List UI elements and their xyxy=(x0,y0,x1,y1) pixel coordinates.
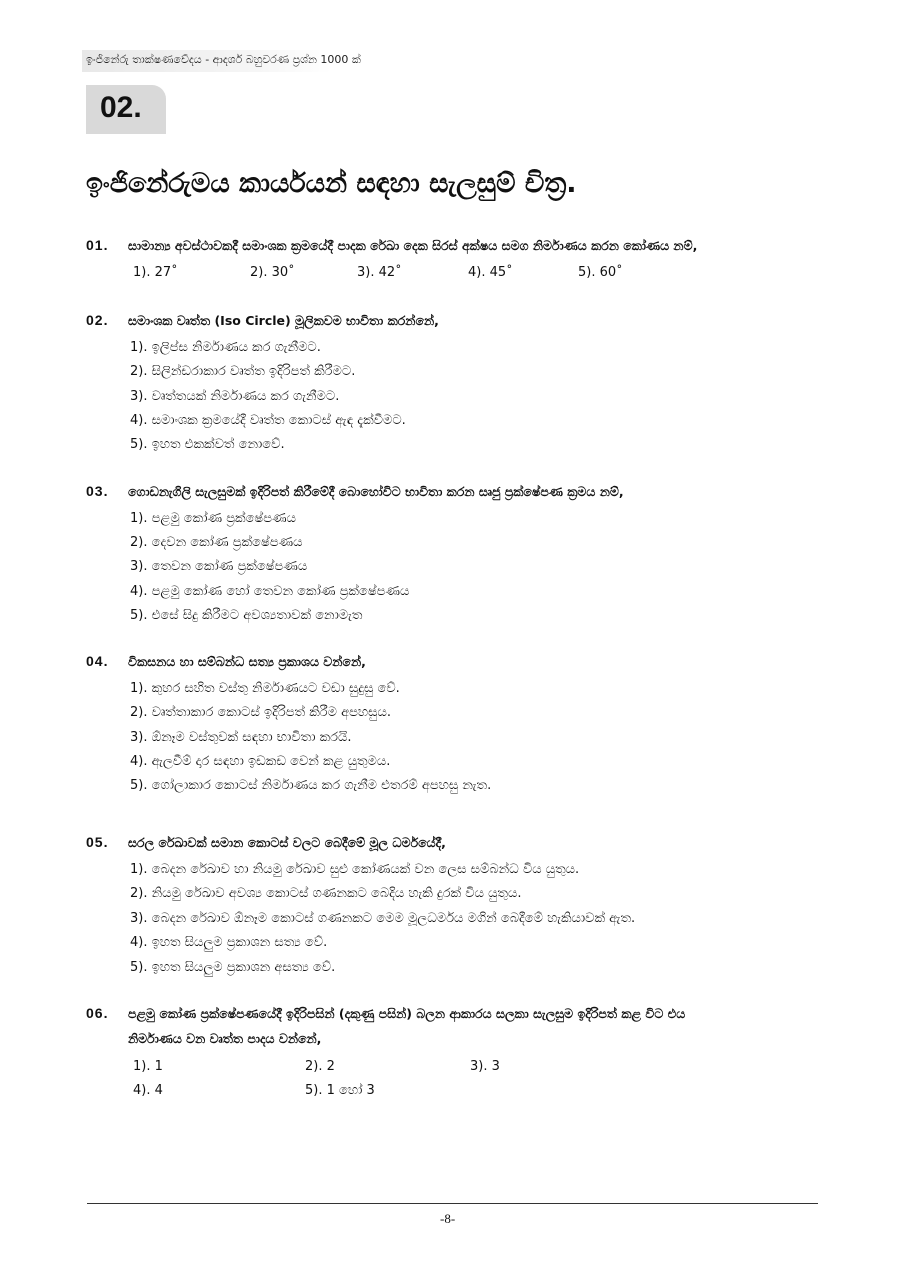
option: 3). තෙවන කෝණ ප්‍රක්ෂේපණය xyxy=(130,559,308,574)
question-text: පළමු කෝණ ප්‍රක්ෂේපණයේදී ඉදිරිපසින් (දකුණු පසින්) බලන ආකාරය සලකා සැලසුම ඉදිරිපත් කළ විට එය xyxy=(128,1006,686,1021)
option: 2). දෙවන කෝණ ප්‍රක්ෂේපණය xyxy=(130,535,303,550)
chapter-number-box xyxy=(86,85,166,134)
chapter-title: ඉංජිනේරුමය කාර්යයන් සඳහා සැලසුම් චිත්‍ර. xyxy=(86,168,577,199)
option: 4). 4 xyxy=(133,1083,163,1098)
option: 5). එසේ සිදු කිරීමට අවශ්‍යතාවක් නොමැත xyxy=(130,608,363,623)
footer-divider xyxy=(87,1203,818,1204)
option: 3). 42˚ xyxy=(357,265,402,280)
option: 4). ඇලවීම් දාර සඳහා ඉඩකඩ වෙන් කළ යුතුමය. xyxy=(130,754,391,769)
question-number: 01. xyxy=(86,237,109,253)
option: 2). සිලින්ඩරාකාර වෘත්ත ඉදිරිපත් කිරීමට. xyxy=(130,364,356,379)
question-number: 04. xyxy=(86,653,109,669)
option: 3). වෘත්තයක් නිර්මාණය කර ගැනීමට. xyxy=(130,389,340,404)
chapter-number: 02. xyxy=(100,91,142,124)
question-number: 05. xyxy=(86,834,109,850)
option: 1). කුහර සහිත වස්තු නිර්මාණයට වඩා සුදුසු වේ. xyxy=(130,681,400,696)
option: 4). පළමු කෝණ හෝ තෙවන කෝණ ප්‍රක්ෂේපණය xyxy=(130,584,410,599)
option: 2). 30˚ xyxy=(250,265,295,280)
option: 5). 60˚ xyxy=(578,265,623,280)
page-number: -8- xyxy=(440,1211,456,1226)
running-header xyxy=(82,50,361,72)
question-text: සාමාන්‍ය අවස්ථාවකදී සමාංශක ක්‍රමයේදී පාදක රේඛා දෙක සිරස් අක්ෂය සමග නිර්මාණය කරන කෝණය නම්, xyxy=(128,238,698,253)
option: 3). 3 xyxy=(470,1059,500,1074)
question-number: 02. xyxy=(86,312,109,328)
option: 5). ගෝලාකාර කොටස් නිර්මාණය කර ගැනීම එතරම් අපහසු නැත. xyxy=(130,778,492,793)
option: 3). ඕනෑම වස්තුවක් සඳහා භාවිතා කරයි. xyxy=(130,730,352,745)
option: 2). 2 xyxy=(305,1059,335,1074)
option: 4). ඉහත සියලුම ප්‍රකාශන සත්‍ය වේ. xyxy=(130,935,328,950)
option: 4). සමාංශක ක්‍රමයේදී වෘත්ත කොටස් ඇඳ දැක්වීමට. xyxy=(130,413,406,428)
question-number: 03. xyxy=(86,483,109,499)
question-text: සමාංශක වෘත්ත (Iso Circle) මූලිකවම භාවිතා කරන්නේ, xyxy=(128,313,439,328)
running-header-text: ඉංජිනේරු තාක්ෂණවේදය - ආදර්ශ බහුවරණ ප්‍රශ්න 1000 ක් xyxy=(86,53,361,66)
option: 2). වෘත්තාකාර කොටස් ඉදිරිපත් කිරීම අපහසුය. xyxy=(130,705,391,720)
option: 5). ඉහත සියලුම ප්‍රකාශන අසත්‍ය වේ. xyxy=(130,960,336,975)
option: 1). පළමු කෝණ ප්‍රක්ෂේපණය xyxy=(130,511,296,526)
option: 1). ඉලිප්ස නිර්මාණය කර ගැනීමට. xyxy=(130,340,321,355)
option: 1). බෙදන රේඛාව හා නියමු රේඛාව සුළු කෝණයක් වන ලෙස සම්බන්ධ විය යුතුය. xyxy=(130,862,580,877)
option: 5). ඉහත එකක්වත් නොවේ. xyxy=(130,437,285,452)
question-number: 06. xyxy=(86,1005,109,1021)
option: 3). බෙදන රේඛාව ඕනෑම කොටස් ගණනකට මෙම මූලධර්මය මගින් බෙදීමේ හැකියාවක් ඇත. xyxy=(130,911,636,926)
question-text: සරල රේඛාවක් සමාන කොටස් වලට බෙදීමේ මූල ධර්මයේදී, xyxy=(128,835,446,850)
question-text-continued: නිර්මාණය වන වෘත්ත පාදය වන්නේ, xyxy=(128,1031,322,1046)
option: 2). නියමු රේඛාව අවශ්‍ය කොටස් ගණනකට බෙදිය හැකි දුරක් විය යුතුය. xyxy=(130,886,522,901)
option: 1). 27˚ xyxy=(133,265,178,280)
option: 4). 45˚ xyxy=(468,265,513,280)
question-text: විකසනය හා සම්බන්ධ සත්‍ය ප්‍රකාශය වන්නේ, xyxy=(128,654,366,669)
question-text: ගොඩනැගිලි සැලසුමක් ඉදිරිපත් කිරීමේදී බොහෝවිට භාවිතා කරන සෘජු ප්‍රක්ෂේපණ ක්‍රමය නම්, xyxy=(128,484,624,499)
option: 1). 1 xyxy=(133,1059,163,1074)
option: 5). 1 හෝ 3 xyxy=(305,1083,375,1098)
